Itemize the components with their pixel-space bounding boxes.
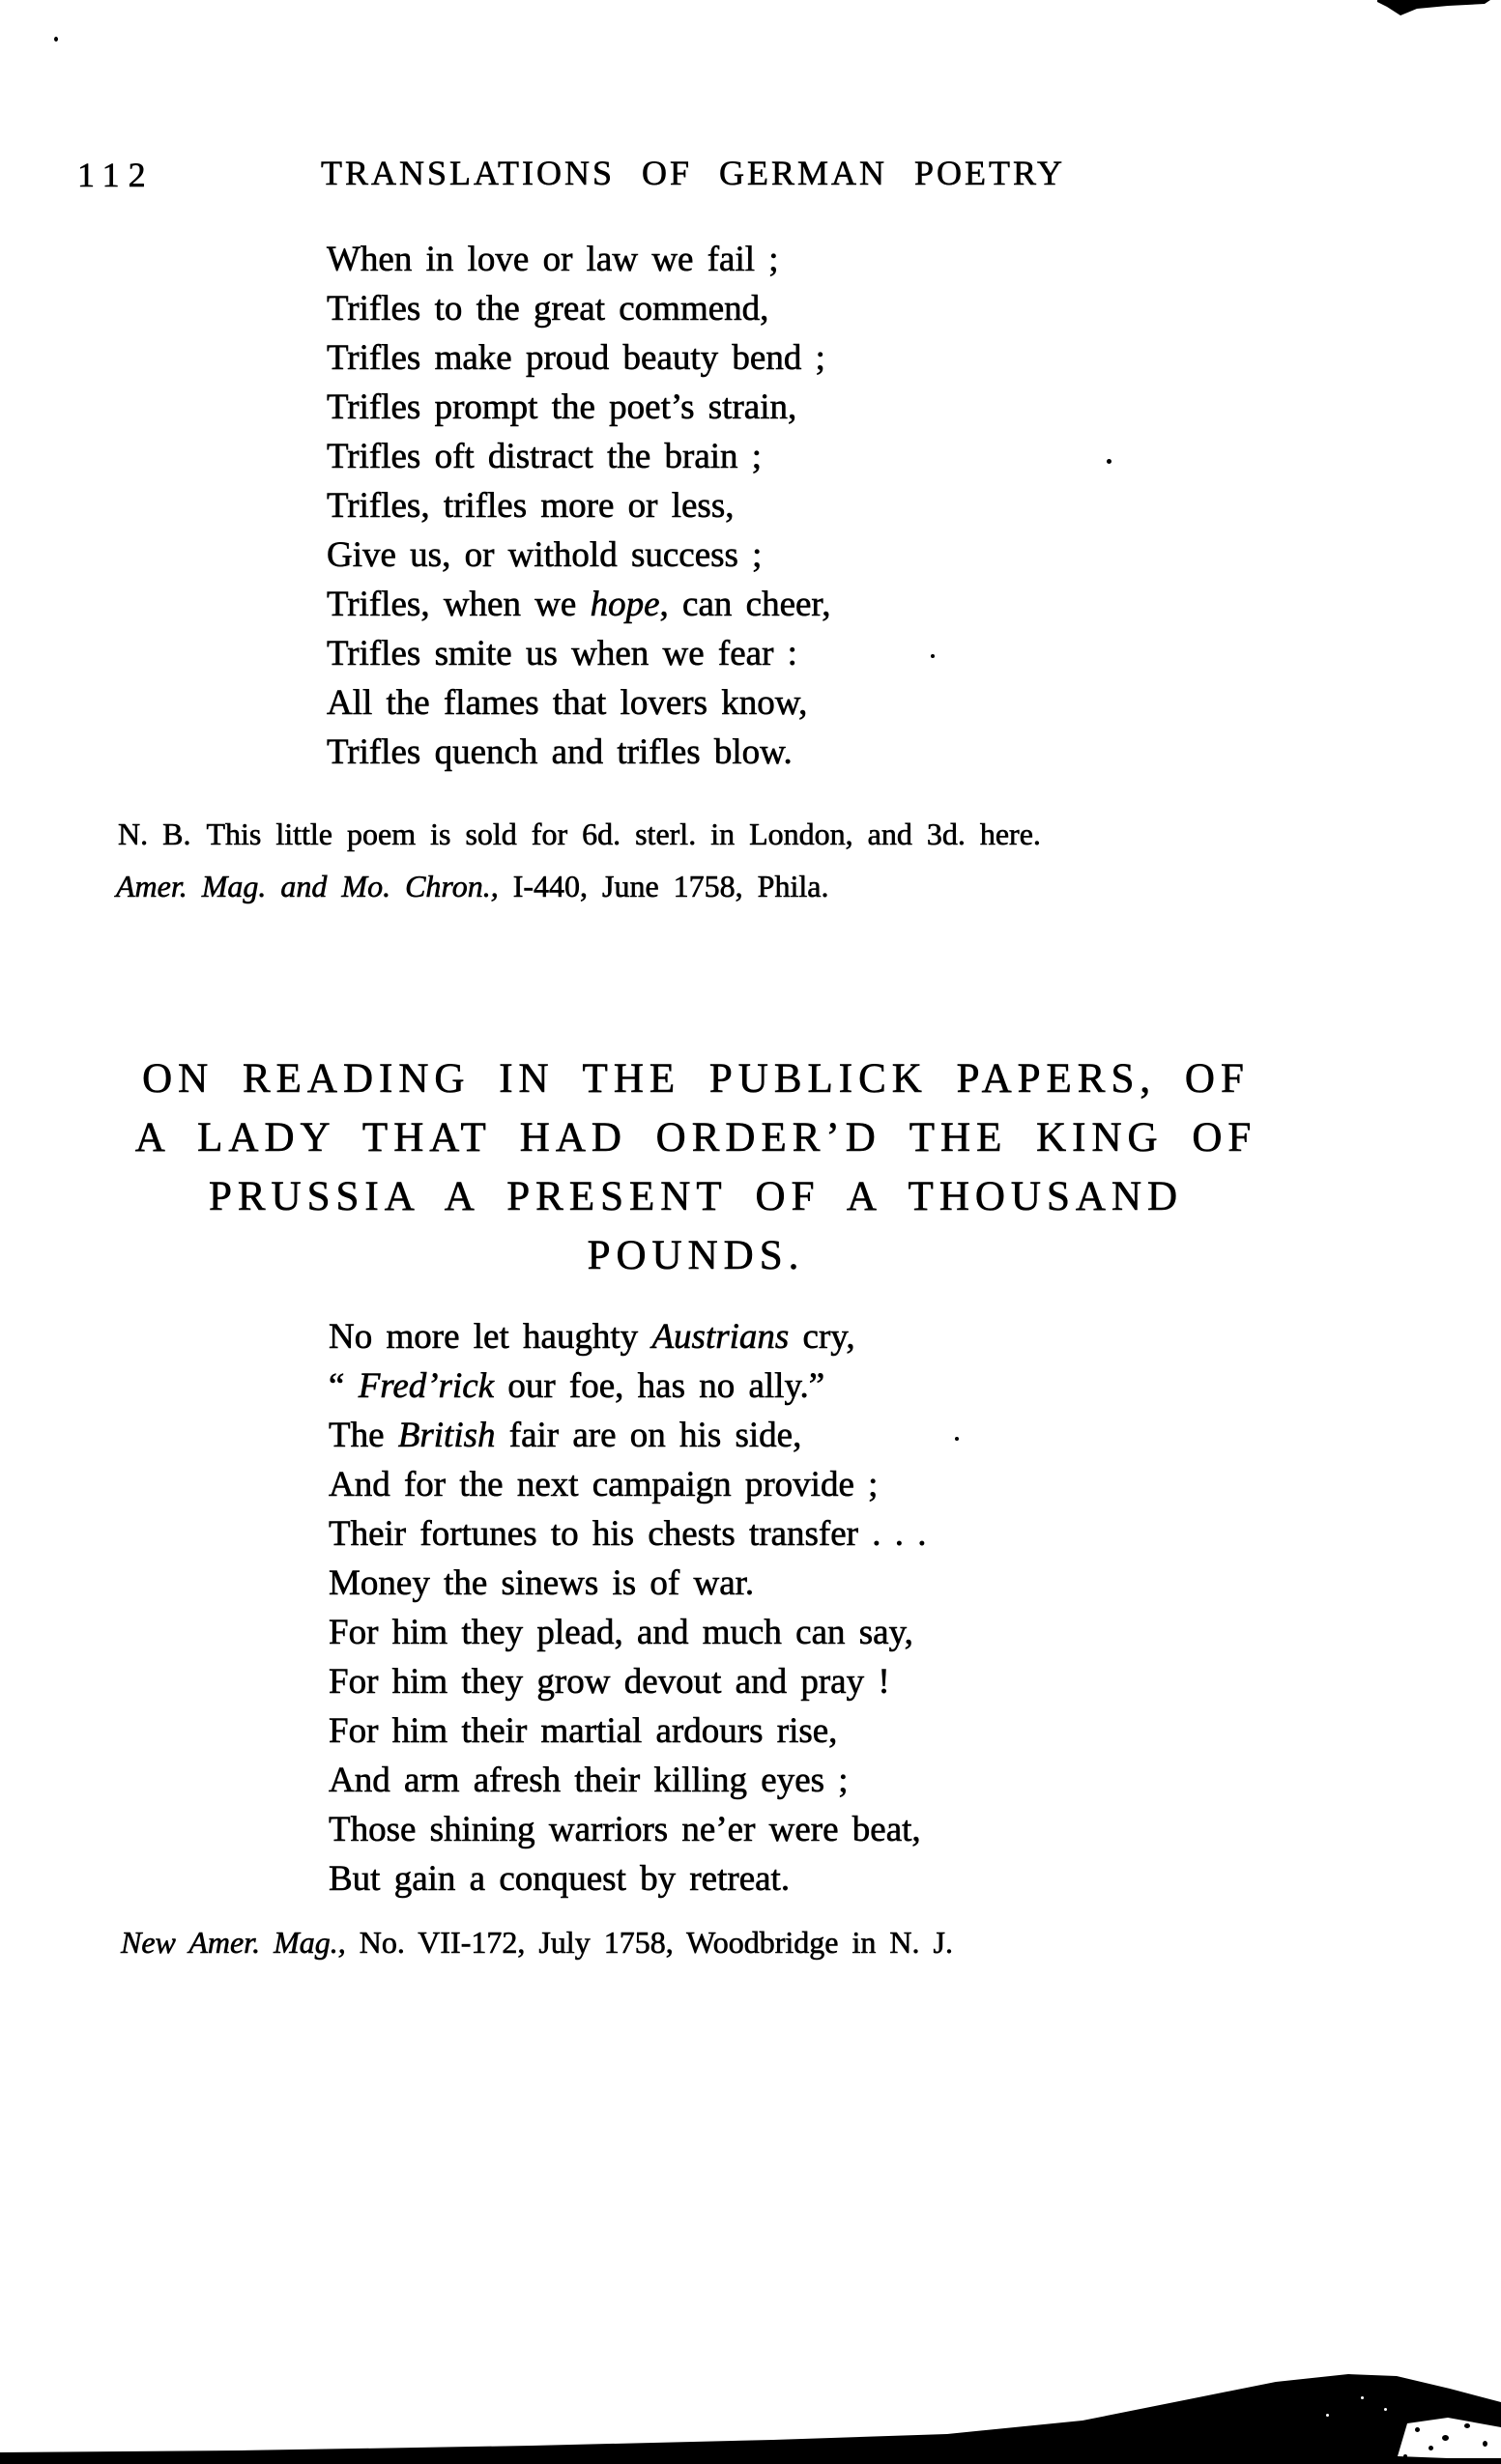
poem-line — [329, 1706, 927, 1756]
poem-line — [327, 678, 831, 728]
citation-source-1 — [116, 869, 828, 904]
italic-text: Austrians — [651, 1317, 790, 1357]
text-segment: For him they plead, and much can say, — [329, 1613, 913, 1652]
text-segment: Trifles quench and trifles blow. — [327, 732, 793, 772]
poem-line — [329, 1312, 927, 1361]
page-number: 112 — [77, 156, 155, 194]
poem-line — [327, 728, 831, 777]
text-segment: Trifles, when we — [327, 585, 591, 624]
poem-line — [329, 1608, 927, 1657]
poem-line — [329, 1411, 927, 1460]
text-segment: Trifles prompt the poet’s strain, — [327, 387, 797, 427]
scan-speck — [955, 1437, 959, 1441]
poem-line — [327, 235, 831, 284]
text-segment: N. B. This little poem is sold for 6d. sterl. in London, and 3d. here. — [118, 817, 1041, 851]
poem-line — [327, 530, 831, 580]
poem-line — [327, 580, 831, 629]
poem-line — [329, 1509, 927, 1559]
poem-line — [329, 1460, 927, 1509]
section-heading — [53, 1049, 1339, 1285]
text-segment: Trifles make proud beauty bend ; — [327, 338, 825, 378]
text-segment: Those shining warriors ne’er were beat, — [329, 1810, 921, 1849]
text-segment: cry, — [789, 1317, 855, 1357]
text-segment: Give us, or withold success ; — [327, 535, 763, 575]
text-segment: “ — [329, 1366, 359, 1406]
text-segment: Their fortunes to his chests transfer . . . — [329, 1514, 927, 1554]
scan-speck — [54, 37, 58, 42]
text-segment: When in love or law we fail ; — [327, 240, 779, 279]
poem-line — [329, 1756, 927, 1805]
poem-line — [327, 432, 831, 481]
scan-speck — [1403, 2454, 1407, 2458]
text-segment: But gain a conquest by retreat. — [329, 1859, 791, 1899]
poem-prussia — [329, 1312, 927, 1904]
section-heading-line: A LADY THAT HAD ORDER’D THE KING OF — [134, 1115, 1257, 1160]
text-segment: And for the next campaign provide ; — [329, 1465, 879, 1504]
italic-text: British — [397, 1416, 496, 1455]
italic-text: Amer. Mag. and Mo. Chron., — [116, 869, 499, 903]
citation-source-2 — [121, 1925, 953, 1961]
text-segment: All the flames that lovers know, — [327, 683, 808, 723]
poem-line — [327, 333, 831, 383]
poem-line — [327, 383, 831, 432]
poem-line — [329, 1854, 927, 1904]
poem-line — [327, 481, 831, 530]
scan-speck-white — [1384, 2408, 1387, 2411]
section-heading-line: PRUSSIA A PRESENT OF A THOUSAND — [208, 1174, 1184, 1219]
poem-line — [329, 1657, 927, 1706]
italic-text: Fred’rick — [358, 1366, 495, 1406]
italic-text: New Amer. Mag., — [121, 1925, 346, 1960]
scan-speck — [1429, 2446, 1433, 2450]
text-segment: , can cheer, — [659, 585, 831, 624]
scan-artifact-top-wedge — [1374, 0, 1492, 16]
scan-speck — [1415, 2427, 1420, 2432]
note-line — [118, 817, 1041, 852]
scan-speck — [1442, 2435, 1449, 2441]
text-segment: For him they grow devout and pray ! — [329, 1662, 890, 1702]
text-segment: No more let haughty — [329, 1317, 652, 1357]
scan-speck — [1483, 2441, 1487, 2447]
text-segment: The — [329, 1416, 398, 1455]
scan-speck-white — [1361, 2396, 1364, 2399]
poem-line — [327, 629, 831, 678]
scan-speck — [931, 654, 935, 658]
text-segment: Trifles to the great commend, — [327, 289, 769, 329]
scan-artifact-bottom-band — [0, 2372, 1501, 2464]
poem-line — [329, 1805, 927, 1854]
running-header: TRANSLATIONS OF GERMAN POETRY — [320, 154, 1066, 192]
text-segment: Trifles smite us when we fear : — [327, 634, 797, 673]
italic-text: hope — [590, 585, 660, 624]
text-segment: our foe, has no ally.” — [494, 1366, 825, 1406]
poem-line — [327, 284, 831, 333]
scan-speck — [1464, 2423, 1470, 2428]
section-heading-line: POUNDS. — [587, 1233, 805, 1278]
scan-speck-white — [1326, 2414, 1329, 2417]
poem-trifles — [327, 235, 831, 777]
text-segment: Money the sinews is of war. — [329, 1563, 755, 1603]
text-segment: For him their martial ardours rise, — [329, 1711, 838, 1751]
poem-line — [329, 1559, 927, 1608]
text-segment: I-440, June 1758, Phila. — [498, 869, 829, 903]
section-heading-line: ON READING IN THE PUBLICK PAPERS, OF — [142, 1056, 1250, 1102]
text-segment: No. VII-172, July 1758, Woodbridge in N. J. — [345, 1925, 953, 1960]
text-segment: fair are on his side, — [495, 1416, 802, 1455]
text-segment: Trifles, trifles more or less, — [327, 486, 735, 526]
text-segment: Trifles oft distract the brain ; — [327, 437, 763, 476]
poem-line — [329, 1361, 927, 1411]
scan-speck — [1107, 459, 1111, 464]
text-segment: And arm afresh their killing eyes ; — [329, 1761, 849, 1800]
